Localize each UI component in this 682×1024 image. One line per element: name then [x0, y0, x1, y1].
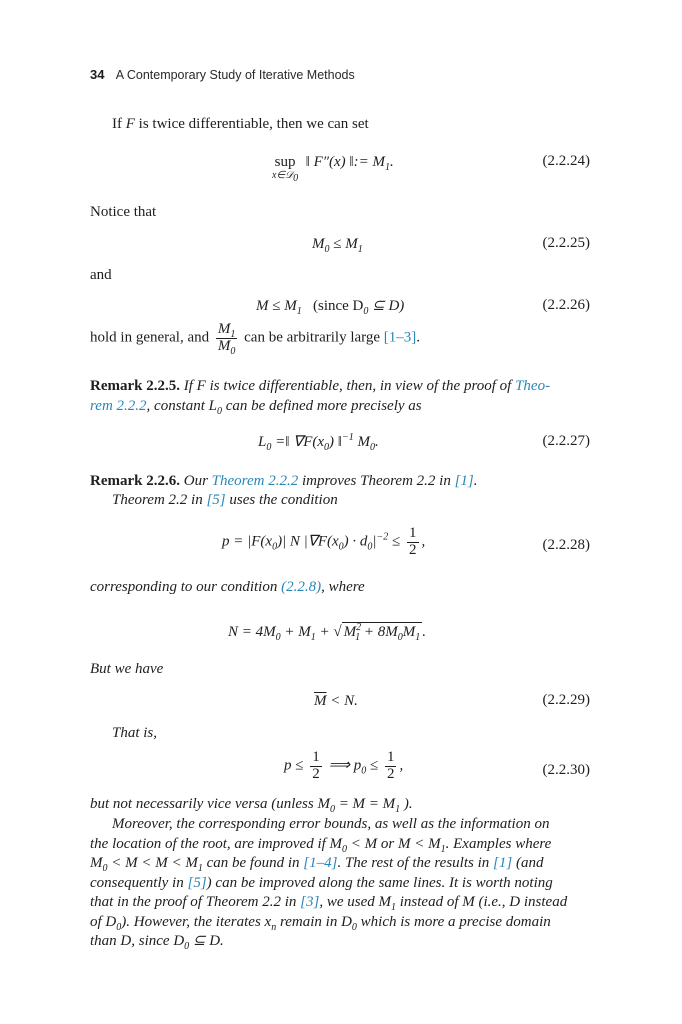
final-line-7: of $D_0$). However, the iterates $x_n$ remain in $D_0$ which is more a precise domain — [90, 914, 551, 933]
citation-5-b[interactable]: [5] — [187, 875, 207, 891]
equation-number-2-2-29: (2.2.29) — [542, 692, 590, 708]
remark-2-2-5-line2: rem 2.2.2, constant $L_0$ can be defined more precisely as — [90, 398, 422, 417]
theorem-2-2-2-link-2[interactable]: Theorem 2.2.2 — [211, 473, 299, 489]
equation-number-2-2-26: (2.2.26) — [542, 297, 590, 313]
hold-in-general-sentence: hold in general, and $\frac{M_1}{M_0}$ can be arbitrarily large [1–3]. — [90, 321, 421, 357]
citation-5[interactable]: [5] — [206, 492, 226, 508]
remark-2-2-6-line1: Remark 2.2.6. Our Theorem 2.2.2 improves Theorem 2.2 in [1]. — [90, 473, 478, 489]
final-line-3: the location of the root, are improved if $M_0 < M$ or $M < M_1$. Examples where — [90, 836, 552, 855]
equation-2-2-25: $M_0 \le M_1$ — [312, 236, 363, 255]
square-root: $M^2_1 + 8M_0M_1$ — [343, 622, 421, 643]
equation-2-2-29: $\overline{M} < N$. — [314, 693, 358, 709]
intro-sentence: If F is twice differentiable, then we can set — [112, 116, 369, 132]
but-we-have-text: But we have — [90, 661, 164, 677]
equation-number-2-2-27: (2.2.27) — [542, 433, 590, 449]
notice-text: Notice that — [90, 204, 157, 220]
page-number: 34 — [90, 67, 105, 82]
equation-number-2-2-24: (2.2.24) — [542, 153, 590, 169]
one-half-fraction: $\frac{1}{2}$ — [409, 525, 417, 558]
equation-2-2-27: $L_0$ =‖ $\nabla F(x_0)$ ‖$^{-1}$ $M_0$. — [258, 432, 379, 453]
citation-1-4[interactable]: [1–4] — [303, 855, 338, 871]
condition-2-2-8-link[interactable]: (2.2.8) — [281, 579, 322, 595]
equation-N: $N = 4M_0 + M_1$ + √ $M^2_1 + 8M_0M_1$ . — [228, 622, 426, 643]
remark-2-2-5-label: Remark 2.2.5. — [90, 378, 180, 394]
final-line-1: but not necessarily vice versa (unless $M_0 = M = M_1$ ). — [90, 796, 413, 815]
and-text: and — [90, 267, 112, 283]
equation-number-2-2-30: (2.2.30) — [542, 762, 590, 778]
final-line-5: consequently in [5]) can be improved along the same lines. It is worth noting — [90, 875, 553, 891]
running-header — [90, 66, 355, 84]
theorem-2-2-2-link-cont[interactable]: rem 2.2.2 — [90, 398, 147, 414]
remark-2-2-6-label: Remark 2.2.6. — [90, 473, 180, 489]
final-line-6: that in the proof of Theorem 2.2 in [3], we used $M_1$ instead of M (i.e., D instead — [90, 894, 568, 913]
final-line-8: than D, since $D_0$ ⊆ D. — [90, 933, 224, 952]
one-half-fraction-b: $\frac{1}{2}$ — [386, 749, 395, 782]
book-title: A Contemporary Study of Iterative Methods — [115, 68, 355, 82]
remark-2-2-5-line1: Remark 2.2.5. If F is twice differentiable, then, in view of the proof of Theo- — [90, 378, 551, 394]
corresponding-sentence: corresponding to our condition (2.2.8), where — [90, 579, 365, 595]
citation-1-3[interactable]: [1–3] — [383, 329, 417, 346]
theorem-2-2-2-link[interactable]: Theo- — [515, 378, 551, 394]
sup-operator: sup x∈𝒟$_0$ — [272, 154, 299, 184]
one-half-fraction-a: $\frac{1}{2}$ — [312, 749, 320, 782]
citation-3[interactable]: [3] — [300, 894, 320, 910]
equation-2-2-24: sup x∈𝒟$_0$ ‖ F″(x) ‖:= $M_1$. — [272, 154, 394, 184]
equation-number-2-2-28: (2.2.28) — [542, 537, 590, 553]
equation-2-2-28: $p = |F(x_0)|$ N $|\nabla F(x_0) \cdot d_0|^{-2}$ ≤ $\frac{1}{2}$ , — [222, 525, 426, 558]
that-is-text: That is, — [112, 725, 158, 741]
equation-2-2-30: p ≤ $\frac{1}{2}$ ⟹ $p_0$ ≤ $\frac{1}{2}$ , — [284, 749, 404, 782]
remark-2-2-6-line2: Theorem 2.2 in [5] uses the condition — [112, 492, 338, 508]
m1-over-m0-fraction: $\frac{M_1}{M_0}$ — [217, 321, 236, 357]
final-line-4: $M_0 < M < M < M_1$ can be found in [1–4]. The rest of the results in [1] (and — [90, 855, 544, 874]
citation-1[interactable]: [1] — [454, 473, 474, 489]
equation-2-2-26: $M \le M_1$ (since $D_0$ ⊆ D) — [256, 298, 405, 317]
equation-number-2-2-25: (2.2.25) — [542, 235, 590, 251]
final-line-2: Moreover, the corresponding error bounds, as well as the information on — [112, 816, 550, 832]
citation-1-b[interactable]: [1] — [493, 855, 513, 871]
